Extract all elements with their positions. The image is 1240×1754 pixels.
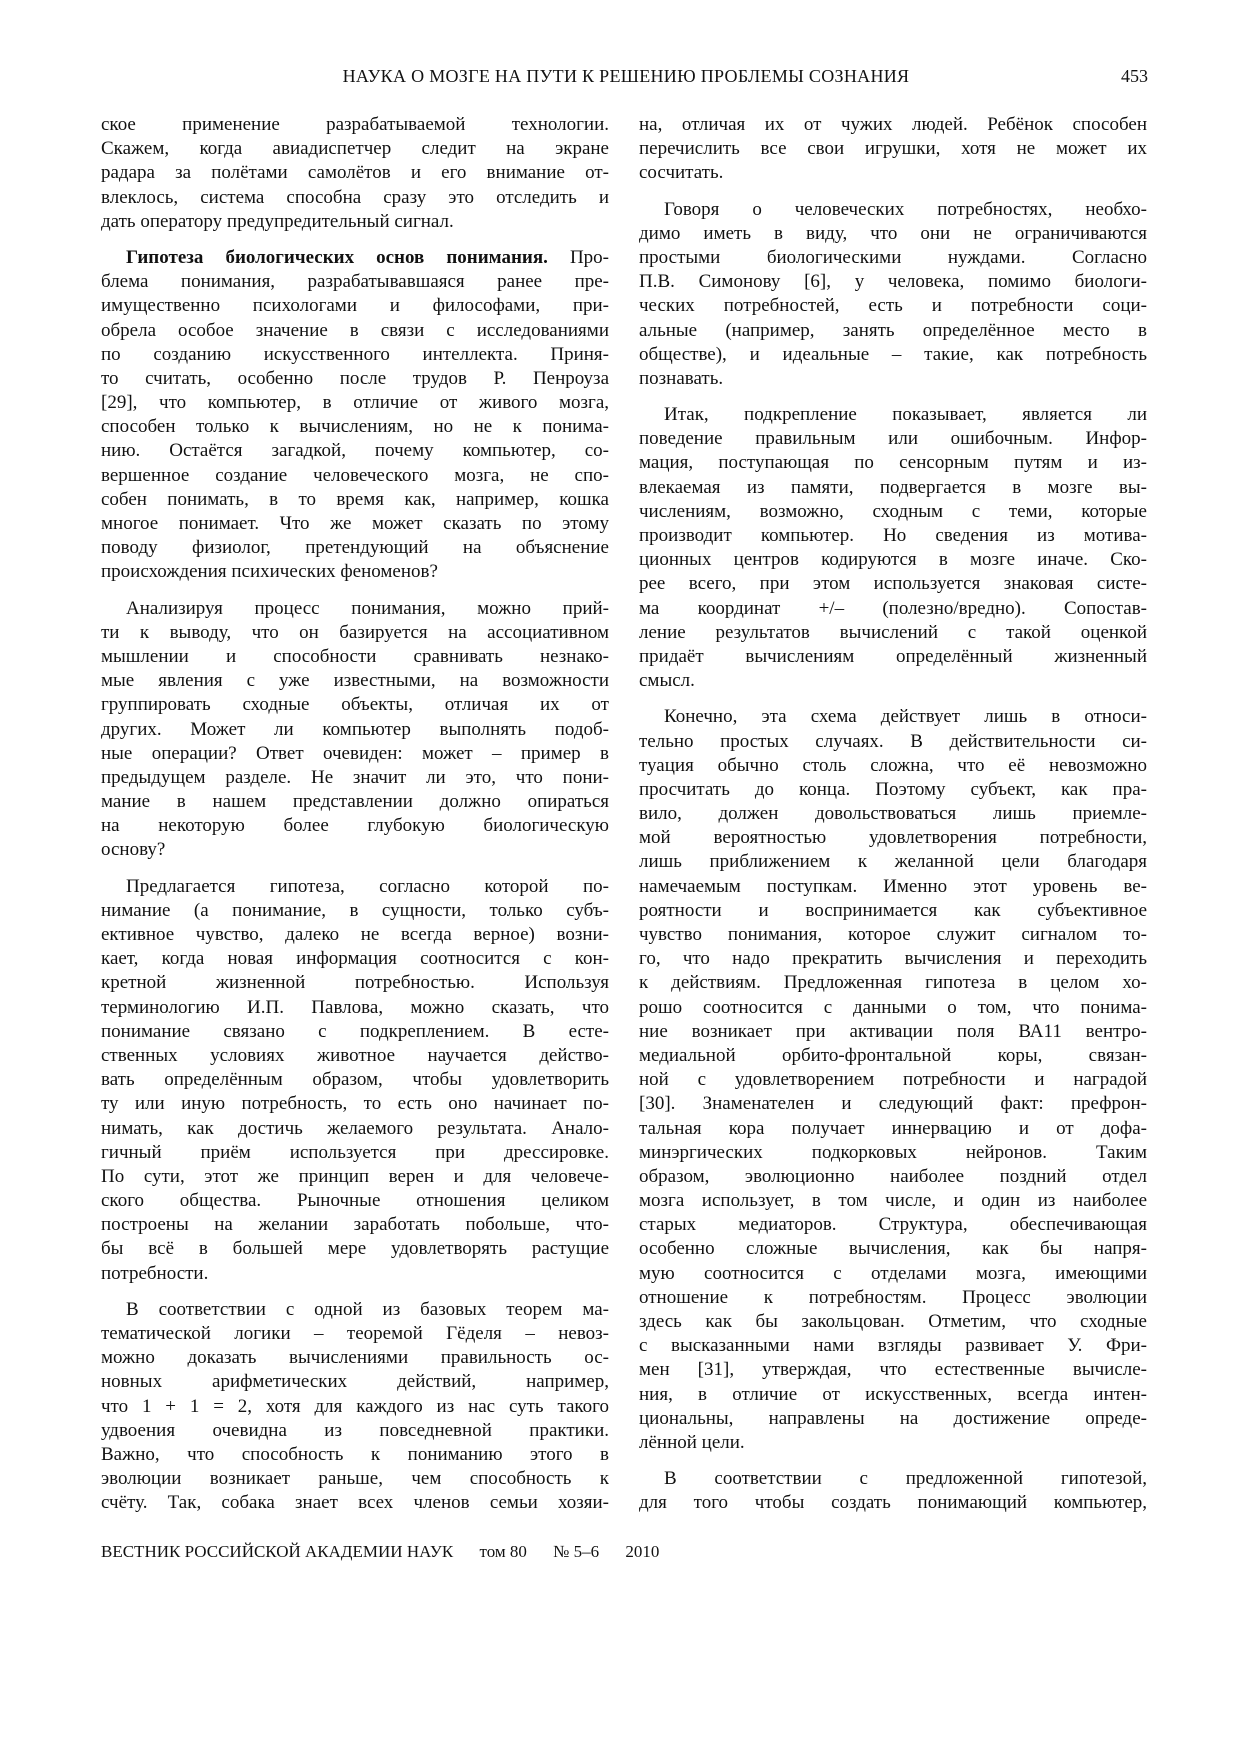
text-line: го, что надо прекратить вычисления и переходить [639, 948, 1147, 970]
text-line: медиальной орбито-фронтальной коры, связан- [639, 1044, 1147, 1066]
text-line: кает, когда новая информация соотносится с кон- [101, 948, 609, 970]
text-column-right [639, 113, 1147, 1528]
text-line: Анализируя процесс понимания, можно прий- [126, 597, 609, 619]
text-line: В соответствии с одной из базовых теорем ма- [126, 1298, 609, 1320]
text-line: просчитать до конца. Поэтому субъект, как пра- [639, 778, 1147, 800]
text-line: вать определённым образом, чтобы удовлетворить [101, 1069, 609, 1091]
text-line: блема понимания, разрабатывавшаяся ранее пре- [101, 271, 609, 293]
paragraph [639, 113, 1147, 186]
text-line: основу? [101, 839, 166, 861]
text-line: альные (например, занять определённое место в [639, 319, 1147, 341]
text-line: радара за полётами самолётов и его внимание от- [101, 162, 609, 184]
text-line: циональны, направлены на достижение опреде- [639, 1407, 1147, 1429]
text-line: числениям, возможно, сходным с теми, которые [639, 500, 1147, 522]
text-line: роятности и воспринимается как субъективное [639, 899, 1147, 921]
text-line: ское применение разрабатываемой технологии. [101, 114, 609, 135]
text-line: нимать, как достичь желаемого результата. Анало- [101, 1117, 609, 1139]
text-line: мую соотносится с отделами мозга, имеющими [639, 1262, 1147, 1284]
text-line: способен только к вычислениям, но не к понима- [101, 416, 609, 438]
journal-issue: № 5–6 [553, 1542, 600, 1561]
text-line: Предлагается гипотеза, согласно которой по- [126, 875, 609, 897]
text-line: рее всего, при этом используется знаковая систе- [639, 573, 1147, 595]
text-line: познавать. [639, 367, 724, 389]
text-line: понимание связано с подкреплением. В есте- [101, 1020, 609, 1042]
text-line: ского общества. Рыночные отношения целиком [101, 1190, 609, 1212]
text-line: тематической логики – теоремой Гёделя – невоз- [101, 1323, 609, 1344]
text-line: В соответствии с предложенной гипотезой, [664, 1468, 1147, 1490]
text-line: туация обычно столь сложна, что её невозможно [639, 754, 1147, 776]
text-line: перечислить все свои игрушки, хотя не может их [639, 138, 1147, 160]
text-line: нимание (а понимание, в сущности, только субъ- [101, 899, 609, 921]
text-line: вершенное создание человеческого мозга, не спо- [101, 464, 609, 486]
text-line: влеклось, система способна сразу это отследить и [101, 186, 609, 208]
section-lead-heading: Гипотеза биологических основ понимания. [126, 246, 548, 268]
text-line: ческих потребностей, есть и потребности соци- [639, 295, 1147, 317]
text-line: тальная кора получает иннервацию и от дофа- [639, 1117, 1147, 1139]
text-line: нию. Остаётся загадкой, почему компьютер, со- [101, 440, 609, 462]
paragraph [101, 246, 609, 585]
text-line: производит компьютер. Но сведения из мотива- [639, 525, 1147, 546]
paragraph [101, 875, 609, 1286]
text-line: рошо соотносится с данными о том, что понима- [639, 996, 1147, 1018]
text-line: мание в нашем представлении должно опираться [101, 791, 609, 813]
text-line: Конечно, эта схема действует лишь в относи- [664, 706, 1147, 728]
text-line: минэргических подкорковых нейронов. Таким [639, 1141, 1147, 1163]
text-line: Говоря о человеческих потребностях, необхо- [664, 198, 1147, 220]
text-line: Итак, подкрепление показывает, является ли [664, 404, 1147, 426]
text-line: мация, поступающая по сенсорным путям и из- [639, 452, 1147, 474]
text-line: на, отличая их от чужих людей. Ребёнок способен [639, 114, 1147, 135]
paragraph [101, 597, 609, 863]
text-line: к действиям. Предложенная гипотеза в целом хо- [639, 972, 1147, 994]
text-line: терминологию И.П. Павлова, можно сказать, что [101, 996, 609, 1018]
text-line: счёту. Так, собака знает всех членов семьи хозяи- [101, 1492, 609, 1514]
text-line: П.В. Симонову [6], у человека, помимо биологи- [639, 271, 1147, 293]
paragraph [101, 1298, 609, 1516]
text-line: обрела особое значение в связи с исследованиями [101, 319, 609, 341]
running-header [0, 66, 1240, 94]
text-line: дать оператору предупредительный сигнал. [101, 210, 454, 232]
text-line: образом, эволюционно наиболее поздний отдел [639, 1165, 1147, 1187]
text-line: влекаемая из памяти, подвергается в мозге вы- [639, 476, 1147, 498]
text-line: отношение к потребностям. Процесс эволюции [639, 1286, 1147, 1308]
journal-volume: том 80 [479, 1542, 527, 1561]
text-line: ние возникает при активации поля ВА11 вентро- [639, 1020, 1147, 1042]
page-number: 453 [1121, 66, 1148, 86]
paragraph [639, 198, 1147, 392]
text-line: смысл. [639, 670, 695, 692]
text-line: намечаемым поступкам. Именно этот уровень ве- [639, 875, 1147, 897]
text-line: ственных условиях животное научается действо- [101, 1044, 609, 1066]
text-line: группировать сходные объекты, отличая их от [101, 694, 609, 716]
paragraph [639, 1467, 1147, 1515]
paragraph [639, 705, 1147, 1455]
text-line: поводу физиолог, претендующий на объяснение [101, 537, 609, 559]
paragraph [101, 113, 609, 234]
text-line: чувство понимания, которое служит сигналом то- [639, 924, 1147, 945]
text-line-rest: Про- [547, 246, 609, 268]
text-line: на некоторую более глубокую биологическую [101, 815, 609, 837]
text-line: удвоения очевидна из повседневной практики. [101, 1419, 609, 1441]
text-line: ционных центров кодируются в мозге иначе. Ско- [639, 549, 1147, 571]
text-line: мышлении и способности сравнивать незнако- [101, 645, 609, 667]
text-line: для того чтобы создать понимающий компьютер, [639, 1492, 1147, 1514]
text-line: имущественно психологами и философами, при- [101, 295, 609, 317]
text-line: вило, должен довольствоваться лишь приемле- [639, 803, 1147, 825]
text-line: Скажем, когда авиадиспетчер следит на экране [101, 138, 609, 160]
text-line: потребности. [101, 1262, 209, 1284]
text-line: сосчитать. [639, 162, 724, 184]
paragraph [639, 403, 1147, 693]
text-line: димо иметь в виду, что они не ограничиваются [639, 222, 1147, 244]
text-line: поведение правильным или ошибочным. Инфор- [639, 428, 1147, 450]
text-line: обществе), и идеальные – такие, как потребность [639, 343, 1147, 365]
text-line: гичный приём используется при дрессировке. [101, 1141, 609, 1163]
text-line: предыдущем разделе. Не значит ли это, что пони- [101, 766, 609, 788]
text-line: бы всё в большей мере удовлетворять растущие [101, 1238, 609, 1260]
text-line: ные операции? Ответ очевиден: может – пример в [101, 742, 609, 764]
text-line: с высказанными нами взгляды развивает У. Фри- [639, 1335, 1147, 1357]
text-line [101, 246, 609, 270]
text-line: здесь как бы закольцован. Отметим, что сходные [639, 1311, 1147, 1332]
text-line: новных арифметических действий, например, [101, 1371, 609, 1393]
text-line: простыми биологическими нуждами. Согласно [639, 246, 1147, 268]
text-line: ти к выводу, что он базируется на ассоциативном [101, 621, 609, 643]
text-line: построены на желании заработать побольше, что- [101, 1214, 609, 1236]
text-line: других. Может ли компьютер выполнять подоб- [101, 718, 609, 740]
text-line: ту или иную потребность, то есть оно начинает по- [101, 1093, 609, 1115]
journal-name: ВЕСТНИК РОССИЙСКОЙ АКАДЕМИИ НАУК [101, 1542, 454, 1561]
text-line: многое понимает. Что же может сказать по этому [101, 513, 609, 534]
text-line: мые явления с уже известными, на возможности [101, 670, 609, 692]
text-line: можно доказать вычислениями правильность ос- [101, 1347, 609, 1369]
running-title: НАУКА О МОЗГЕ НА ПУТИ К РЕШЕНИЮ ПРОБЛЕМЫ СОЗНАНИЯ [342, 66, 910, 86]
text-line: ния, в отличие от искусственных, всегда интен- [639, 1383, 1147, 1405]
text-line: эволюции возникает раньше, чем способность к [101, 1468, 609, 1490]
text-line: тельно простых случаях. В действительности си- [639, 730, 1147, 752]
text-column-left [101, 113, 609, 1528]
text-line: мен [31], утверждая, что естественные вычисле- [639, 1359, 1147, 1381]
text-line: особенно сложные вычисления, как бы напря- [639, 1238, 1147, 1260]
text-line: лишь приближением к желанной цели благодаря [639, 851, 1147, 873]
text-line: то считать, особенно после трудов Р. Пенроуза [101, 367, 609, 389]
text-line: старых медиаторов. Структура, обеспечивающая [639, 1214, 1147, 1236]
text-line: что 1 + 1 = 2, хотя для каждого из нас суть такого [101, 1395, 609, 1417]
text-line: [29], что компьютер, в отличие от живого мозга, [101, 392, 609, 414]
text-line: происхождения психических феноменов? [101, 561, 438, 583]
text-line: мозга использует, в том числе, и один из наиболее [639, 1190, 1147, 1212]
journal-footer [101, 1542, 681, 1562]
text-line: придаёт вычислениям определённый жизненный [639, 645, 1147, 667]
text-line: ма координат +/– (полезно/вредно). Сопостав- [639, 597, 1147, 619]
text-line: мой вероятностью удовлетворения потребности, [639, 827, 1147, 849]
text-line: собен понимать, в то время как, например, кошка [101, 488, 609, 510]
text-line: по созданию искусственного интеллекта. Приня- [101, 343, 609, 365]
text-line: По сути, этот же принцип верен и для человече- [101, 1165, 609, 1187]
text-line: ективное чувство, далеко не всегда верное) возни- [101, 924, 609, 945]
text-line: кретной жизненной потребностью. Используя [101, 972, 609, 994]
text-line: Важно, что способность к пониманию этого в [101, 1443, 609, 1465]
text-line: [30]. Знаменателен и следующий факт: префрон- [639, 1093, 1147, 1115]
text-line: лённой цели. [639, 1431, 745, 1453]
journal-year: 2010 [625, 1542, 660, 1561]
text-line: ной с удовлетворением потребности и наградой [639, 1069, 1147, 1091]
text-line: ление результатов вычислений с такой оценкой [639, 621, 1147, 643]
